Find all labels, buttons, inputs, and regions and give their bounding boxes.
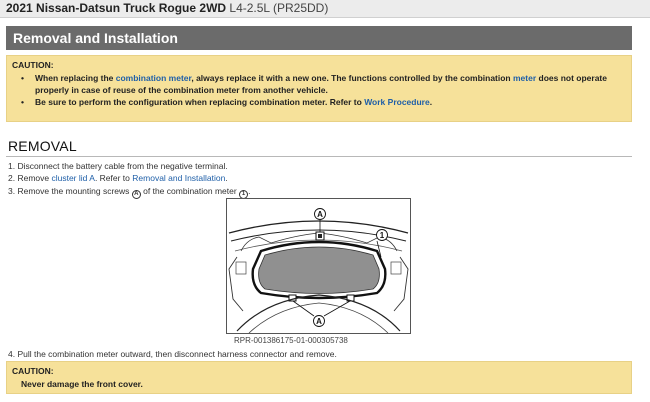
step-text: . Refer to [94, 173, 133, 183]
step-text: . [248, 186, 251, 196]
section-header [6, 26, 632, 50]
work-procedure-link[interactable]: Work Procedure [364, 97, 430, 107]
page-title-bar [0, 0, 650, 18]
page-title [6, 1, 328, 15]
step-4: 4. Pull the combination meter outward, then disconnect harness connector and remove. [8, 349, 337, 359]
removal-heading: REMOVAL [8, 138, 77, 154]
caution-text: Be sure to perform the configuration when replacing combination meter. Refer to [35, 97, 365, 107]
caution-text: When replacing the [35, 73, 116, 83]
divider [6, 156, 632, 157]
caution-item: Never damage the front cover. [21, 379, 143, 389]
step-text: . [225, 173, 228, 183]
engine-code: L4-2.5L (PR25DD) [229, 1, 329, 15]
combination-meter-illustration [226, 198, 411, 334]
callout-1-label: 1 [379, 231, 385, 240]
meter-link[interactable]: meter [512, 73, 537, 83]
vehicle-name: 2021 Nissan-Datsun Truck Rogue 2WD [6, 1, 227, 15]
step-1: 1. Disconnect the battery cable from the negative terminal. [8, 161, 228, 171]
callout-a-top-label: A [317, 210, 323, 219]
caution-text: does not operate properly in case of reuse of the combination meter from another vehicle. [35, 73, 607, 95]
marker-a: A [132, 190, 141, 199]
callout-a-bottom-label: A [316, 317, 322, 326]
step-3 [8, 186, 250, 199]
caution-bullet [21, 72, 621, 96]
caution-text: . [429, 97, 433, 107]
cluster-lid-a-link[interactable]: cluster lid A [51, 173, 95, 183]
caution-box [6, 55, 632, 122]
removal-and-installation-link[interactable]: Removal and Installation [132, 173, 226, 183]
combination-meter-link[interactable]: combination meter [115, 73, 192, 83]
caution-label: CAUTION: [12, 60, 54, 70]
marker-1: 1 [239, 190, 248, 199]
caution-text: , always replace it with a new one. The functions controlled by the combination [191, 73, 513, 83]
caution-list [21, 72, 621, 108]
step-2 [8, 173, 228, 183]
caution-box-2 [6, 361, 632, 394]
step-text: of the combination meter [140, 186, 240, 196]
step-text: 2. Remove [8, 173, 52, 183]
step-text: 3. Remove the mounting screws [8, 186, 132, 196]
caution-bullet [21, 96, 621, 108]
caution-label: CAUTION: [12, 366, 54, 376]
meter-diagram [227, 199, 410, 333]
section-title: Removal and Installation [13, 30, 178, 46]
figure-caption: RPR-001386175-01-000305738 [234, 336, 348, 345]
